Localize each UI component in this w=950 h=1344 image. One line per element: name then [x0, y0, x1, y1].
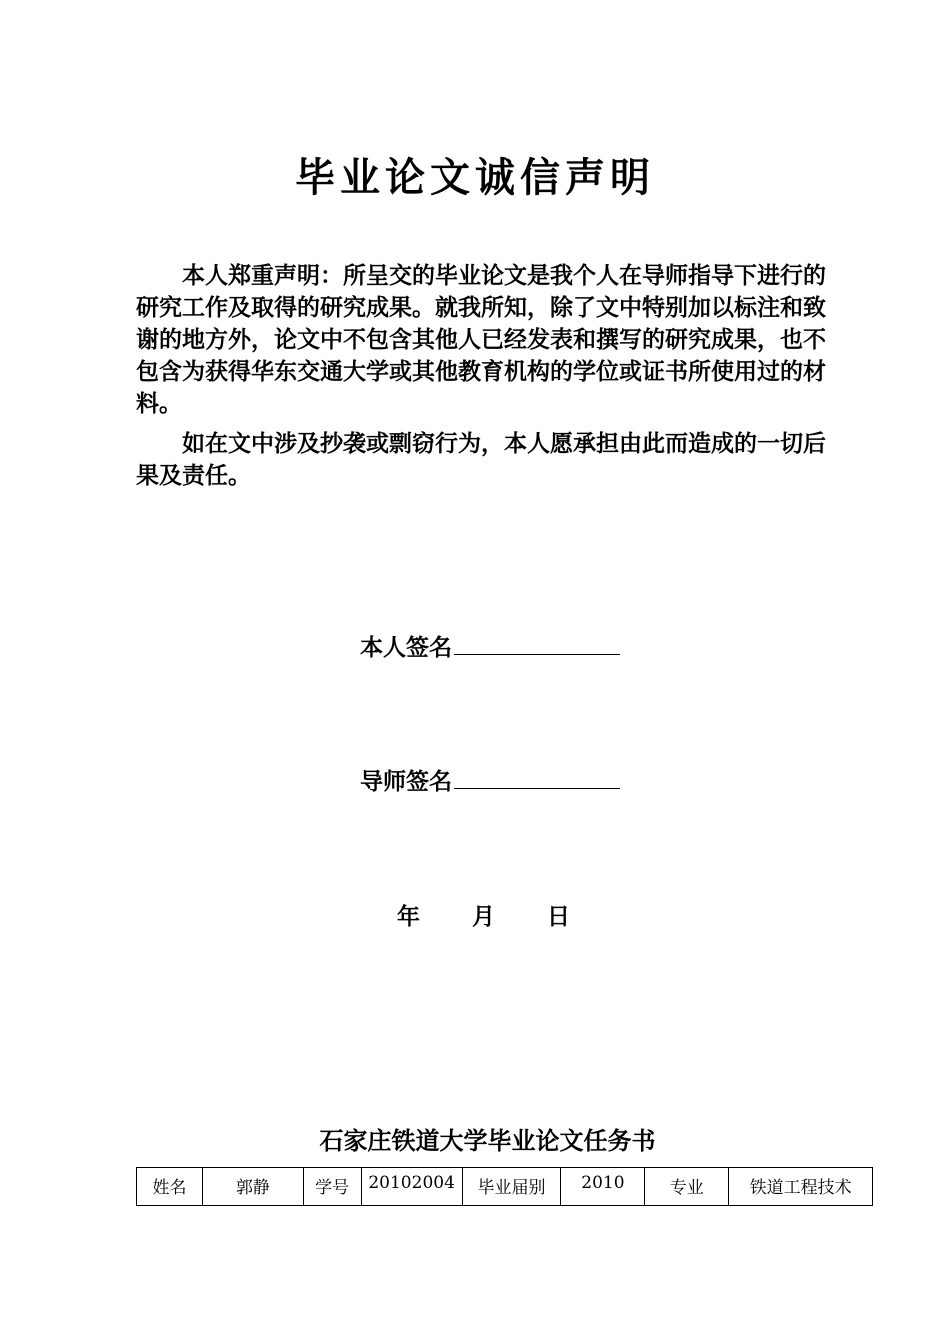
task-book-title: 石家庄铁道大学毕业论文任务书: [319, 1126, 656, 1155]
date-day-label: 日: [547, 903, 570, 930]
date-month-label: 月: [472, 903, 495, 930]
declaration-paragraph: 本人郑重声明：所呈交的毕业论文是我个人在导师指导下进行的研究工作及取得的研究成果。就我所知，除了文中特别加以标注和致谢的地方外，论文中不包含其他人已经发表和撰写的研究成果，也不包含为获得华东交通大学或其他教育机构的学位或证书所使用过的材料。: [136, 262, 826, 417]
student-info-table: [136, 1167, 873, 1206]
declaration-paragraph: 如在文中涉及抄袭或剽窃行为，本人愿承担由此而造成的一切后果及责任。: [136, 430, 826, 489]
table-row: [137, 1168, 873, 1206]
graduation-year-value-cell: 2010: [561, 1168, 645, 1206]
date-year-label: 年: [397, 903, 420, 930]
author-signature-label: 本人签名: [360, 634, 452, 661]
advisor-signature-label: 导师签名: [360, 768, 452, 795]
advisor-signature-blank[interactable]: [454, 764, 620, 789]
advisor-signature-line: [360, 764, 620, 799]
author-signature-line: [360, 630, 620, 665]
student-id-label-cell: 学号: [303, 1168, 361, 1206]
date-line: [397, 900, 570, 934]
major-value-cell: 铁道工程技术: [729, 1168, 873, 1206]
declaration-body: [136, 260, 826, 500]
name-value-cell: 郭静: [202, 1168, 303, 1206]
graduation-year-label-cell: 毕业届别: [462, 1168, 561, 1206]
name-label-cell: 姓名: [137, 1168, 203, 1206]
student-id-value-cell: 20102004: [361, 1168, 462, 1206]
author-signature-blank[interactable]: [454, 630, 620, 655]
major-label-cell: 专业: [645, 1168, 729, 1206]
page-title: 毕业论文诚信声明: [295, 154, 655, 201]
